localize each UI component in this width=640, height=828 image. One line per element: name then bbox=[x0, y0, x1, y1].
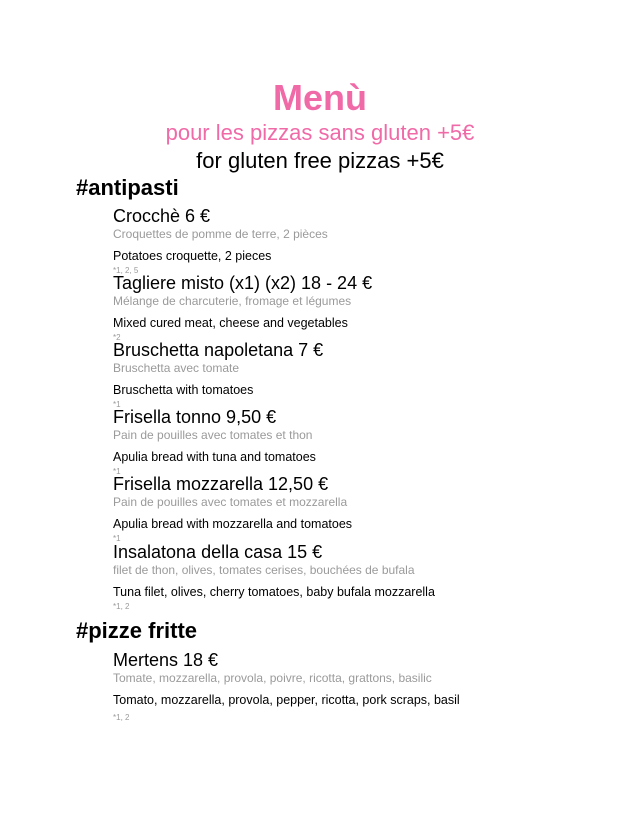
allergen-note: *2 bbox=[113, 333, 121, 342]
allergen-note: *1 bbox=[113, 467, 121, 476]
menu-item-name: Crocchè 6 € bbox=[113, 206, 211, 226]
menu-item-description-en: Bruschetta with tomatoes bbox=[113, 383, 254, 397]
menu-item-bruschetta-napoletana bbox=[113, 339, 613, 398]
menu-item-name: Frisella tonno 9,50 € bbox=[113, 407, 277, 427]
menu-item-description-en: Tomato, mozzarella, provola, pepper, ricotta, pork scraps, basil bbox=[113, 693, 460, 707]
menu-item-tagliere-misto bbox=[113, 272, 613, 331]
menu-item-description-en: Apulia bread with tuna and tomatoes bbox=[113, 450, 316, 464]
menu-item-description-fr: filet de thon, olives, tomates cerises, bouchées de bufala bbox=[113, 563, 415, 577]
menu-item-description-en: Potatoes croquette, 2 pieces bbox=[113, 249, 272, 263]
menu-item-name: Frisella mozzarella 12,50 € bbox=[113, 474, 329, 494]
allergen-note: *1 bbox=[113, 400, 121, 409]
menu-item-name: Mertens 18 € bbox=[113, 650, 219, 670]
menu-item-description-fr: Bruschetta avec tomate bbox=[113, 361, 240, 375]
allergen-note: *1, 2, 5 bbox=[113, 266, 139, 275]
menu-item-name: Bruschetta napoletana 7 € bbox=[113, 340, 324, 360]
section-heading-antipasti: #antipasti bbox=[76, 175, 179, 200]
section-heading-pizze-fritte: #pizze fritte bbox=[76, 618, 198, 643]
menu-item-name: Insalatona della casa 15 € bbox=[113, 542, 323, 562]
menu-title: Menù bbox=[273, 77, 367, 118]
allergen-note: *1, 2 bbox=[113, 602, 130, 611]
menu-item-description-en: Apulia bread with mozzarella and tomatoes bbox=[113, 517, 353, 531]
allergen-note: *1, 2 bbox=[113, 713, 130, 722]
menu-item-mertens bbox=[113, 649, 613, 708]
menu-item-frisella-tonno bbox=[113, 406, 613, 465]
menu-item-description-fr: Pain de pouilles avec tomates et mozzarella bbox=[113, 495, 348, 509]
menu-item-description-en: Mixed cured meat, cheese and vegetables bbox=[113, 316, 348, 330]
menu-item-description-fr: Tomate, mozzarella, provola, poivre, ricotta, grattons, basilic bbox=[113, 671, 432, 685]
gluten-free-note-en: for gluten free pizzas +5€ bbox=[196, 148, 444, 173]
allergen-note: *1 bbox=[113, 534, 121, 543]
menu-item-crocche bbox=[113, 205, 613, 264]
menu-item-name: Tagliere misto (x1) (x2) 18 - 24 € bbox=[113, 273, 373, 293]
menu-item-description-fr: Croquettes de pomme de terre, 2 pièces bbox=[113, 227, 328, 241]
menu-item-description-fr: Mélange de charcuterie, fromage et légumes bbox=[113, 294, 352, 308]
menu-item-description-fr: Pain de pouilles avec tomates et thon bbox=[113, 428, 313, 442]
menu-item-frisella-mozzarella bbox=[113, 473, 613, 532]
menu-item-description-en: Tuna filet, olives, cherry tomatoes, baby bufala mozzarella bbox=[113, 585, 435, 599]
gluten-free-note-fr: pour les pizzas sans gluten +5€ bbox=[165, 120, 475, 145]
menu-item-insalatona-della-casa bbox=[113, 541, 613, 600]
